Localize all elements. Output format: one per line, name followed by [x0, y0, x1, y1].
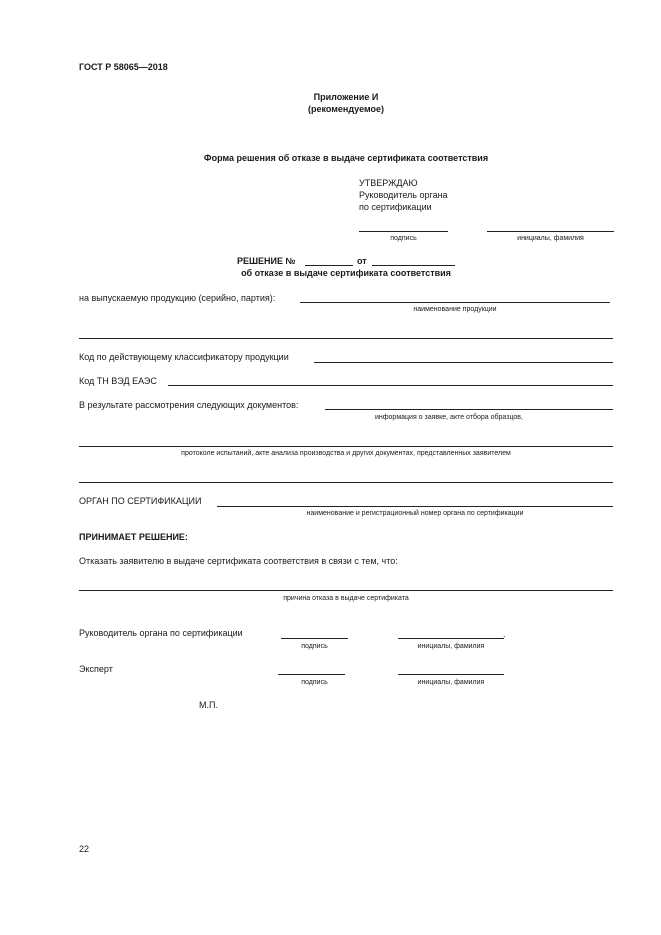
expert-signature-label: Эксперт	[79, 664, 113, 674]
organ-caption: наименование и регистрационный номер органа по сертификации	[306, 510, 524, 517]
reason-caption: причина отказа в выдаче сертификата	[283, 595, 409, 602]
reason-line	[79, 590, 613, 591]
product-label: на выпускаемую продукцию (серийно, партия):	[79, 293, 276, 303]
classifier-line	[314, 362, 613, 363]
product-line	[300, 302, 610, 303]
product-caption: наименование продукции	[413, 306, 497, 313]
appendix-title: Приложение И	[313, 92, 379, 102]
documents-line	[325, 409, 613, 410]
documents-label: В результате рассмотрения следующих документов:	[79, 400, 299, 410]
decision-number-line	[305, 265, 353, 266]
documents-caption-2: протоколе испытаний, акте анализа производства и других документах, представленных заявителем	[181, 450, 511, 457]
approve-signature-line	[359, 231, 448, 232]
documents-caption-1: информация о заявке, акте отбора образцов,	[375, 414, 523, 421]
form-title: Форма решения об отказе в выдаче сертификата соответствия	[203, 153, 489, 163]
approve-line1: Руководитель органа	[359, 190, 448, 200]
tnved-label: Код ТН ВЭД ЕАЭС	[79, 376, 157, 386]
product-line-2	[79, 338, 613, 339]
decision-date-line	[372, 265, 455, 266]
expert-signature-caption: подпись	[301, 679, 328, 686]
organ-line	[217, 506, 613, 507]
approve-heading: УТВЕРЖДАЮ	[359, 178, 418, 188]
classifier-label: Код по действующему классификатору продукции	[79, 352, 289, 362]
head-signature-caption: подпись	[301, 643, 328, 650]
approve-line2: по сертификации	[359, 202, 432, 212]
decision-subtitle: об отказе в выдаче сертификата соответствия	[241, 268, 451, 278]
standard-number: ГОСТ Р 58065—2018	[79, 62, 168, 72]
head-signature-line	[281, 638, 348, 639]
expert-name-caption: инициалы, фамилия	[417, 679, 485, 686]
stamp-place: М.П.	[199, 700, 218, 710]
appendix-subtitle: (рекомендуемое)	[308, 104, 384, 114]
decision-number-label: РЕШЕНИЕ №	[237, 256, 296, 266]
head-name-dot: .	[503, 629, 506, 639]
approve-name-line	[487, 231, 614, 232]
head-signature-label: Руководитель органа по сертификации	[79, 628, 243, 638]
documents-line-3	[79, 482, 613, 483]
head-name-caption: инициалы, фамилия	[417, 643, 485, 650]
resolution-heading: ПРИНИМАЕТ РЕШЕНИЕ:	[79, 532, 188, 542]
head-name-line	[398, 638, 504, 639]
decision-date-label: от	[357, 256, 367, 266]
approve-name-caption: инициалы, фамилия	[517, 235, 584, 242]
organ-label: ОРГАН ПО СЕРТИФИКАЦИИ	[79, 496, 202, 506]
expert-name-line	[398, 674, 504, 675]
approve-signature-caption: подпись	[390, 235, 417, 242]
resolution-text: Отказать заявителю в выдаче сертификата соответствия в связи с тем, что:	[79, 556, 398, 566]
tnved-line	[168, 385, 613, 386]
page-number: 22	[79, 844, 90, 854]
expert-signature-line	[278, 674, 345, 675]
documents-line-2	[79, 446, 613, 447]
